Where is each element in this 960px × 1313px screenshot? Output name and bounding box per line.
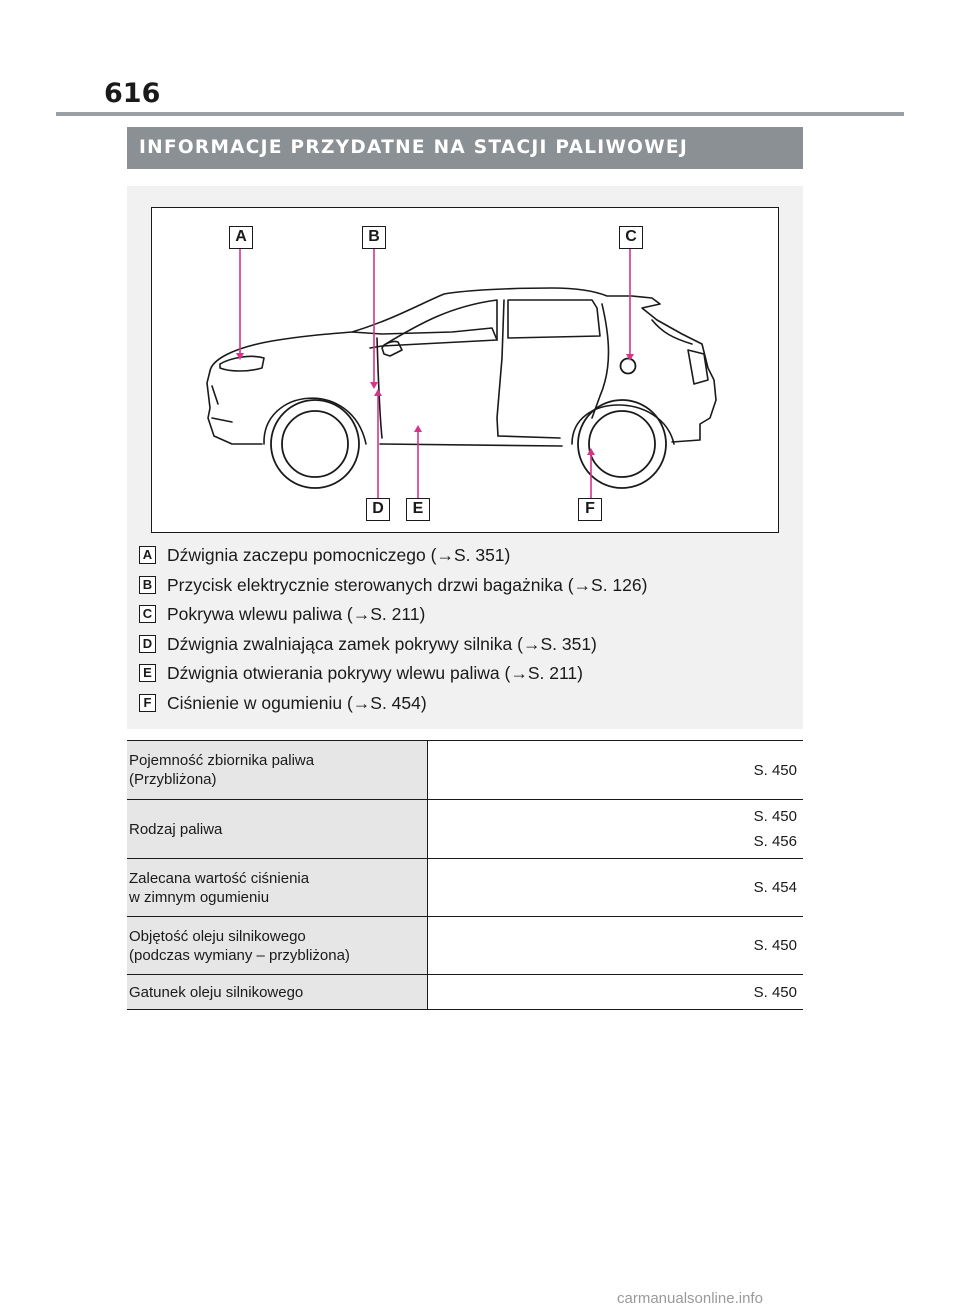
table-row <box>127 975 803 1010</box>
table-row <box>127 859 803 917</box>
table-label-line: Gatunek oleju silnikowego <box>129 983 304 1001</box>
fuel-info-table <box>127 740 803 1010</box>
table-row <box>127 917 803 975</box>
table-label-line: Rodzaj paliwa <box>129 820 223 838</box>
page-reference: S. 450 <box>753 983 797 1001</box>
legend-item <box>139 544 779 574</box>
table-label-cell <box>127 975 428 1010</box>
car-illustration <box>151 207 779 533</box>
page-number: 616 <box>104 78 161 109</box>
watermark: carmanualsonline.info <box>617 1290 763 1307</box>
table-label-line: Pojemność zbiornika paliwa <box>129 752 315 769</box>
table-label-line: (podczas wymiany – przybliżona) <box>129 946 350 964</box>
table-value-cell <box>428 917 804 975</box>
legend-text: Ciśnienie w ogumieniu (→S. 454) <box>167 692 427 713</box>
legend-letter: A <box>139 546 156 564</box>
callout-c: C <box>619 226 643 249</box>
legend-item <box>139 662 779 692</box>
car-side-view-drawing <box>152 208 780 534</box>
page-reference: S. 456 <box>753 833 797 850</box>
table-label-line: w zimnym ogumieniu <box>129 888 270 906</box>
legend-item <box>139 603 779 633</box>
table-row <box>127 741 803 800</box>
table-label-cell <box>127 800 428 859</box>
table-label-line: Objętość oleju silnikowego <box>129 927 306 945</box>
page-reference: S. 450 <box>753 937 797 954</box>
legend-item <box>139 633 779 663</box>
table-label-cell <box>127 917 428 975</box>
legend-item <box>139 574 779 604</box>
table-value-cell <box>428 741 804 800</box>
page-reference: S. 450 <box>753 808 797 825</box>
legend-item <box>139 692 779 722</box>
legend-letter: C <box>139 605 156 623</box>
table-value-cell <box>428 800 804 859</box>
table-label-line: Zalecana wartość ciśnienia <box>129 869 310 887</box>
legend-letter: F <box>139 694 156 712</box>
legend-letter: D <box>139 635 156 653</box>
legend-letter: B <box>139 576 156 594</box>
legend-text: Pokrywa wlewu paliwa (→S. 211) <box>167 604 426 625</box>
table-label-line: (Przybliżona) <box>129 771 217 788</box>
table-value-cell <box>428 859 804 917</box>
callout-b: B <box>362 226 386 249</box>
callout-legend <box>139 544 779 722</box>
legend-text: Dźwignia zaczepu pomocniczego (→S. 351) <box>167 545 511 565</box>
page-reference: S. 454 <box>753 879 797 896</box>
table-row <box>127 800 803 859</box>
legend-letter: E <box>139 664 156 682</box>
callout-d: D <box>366 498 390 521</box>
page-reference: S. 450 <box>753 761 797 779</box>
legend-text: Dźwignia otwierania pokrywy wlewu paliwa (→S. 211) <box>167 663 583 684</box>
callout-f: F <box>578 498 602 521</box>
callout-e: E <box>406 498 430 521</box>
table-value-cell <box>428 975 804 1010</box>
table-label-cell <box>127 741 428 800</box>
header-rule <box>56 112 904 116</box>
callout-a: A <box>229 226 253 249</box>
legend-text: Przycisk elektrycznie sterowanych drzwi bagażnika (→S. 126) <box>167 574 648 595</box>
legend-text: Dźwignia zwalniająca zamek pokrywy silnika (→S. 351) <box>167 633 597 654</box>
section-title: INFORMACJE PRZYDATNE NA STACJI PALIWOWEJ <box>127 127 803 169</box>
table-label-cell <box>127 859 428 917</box>
